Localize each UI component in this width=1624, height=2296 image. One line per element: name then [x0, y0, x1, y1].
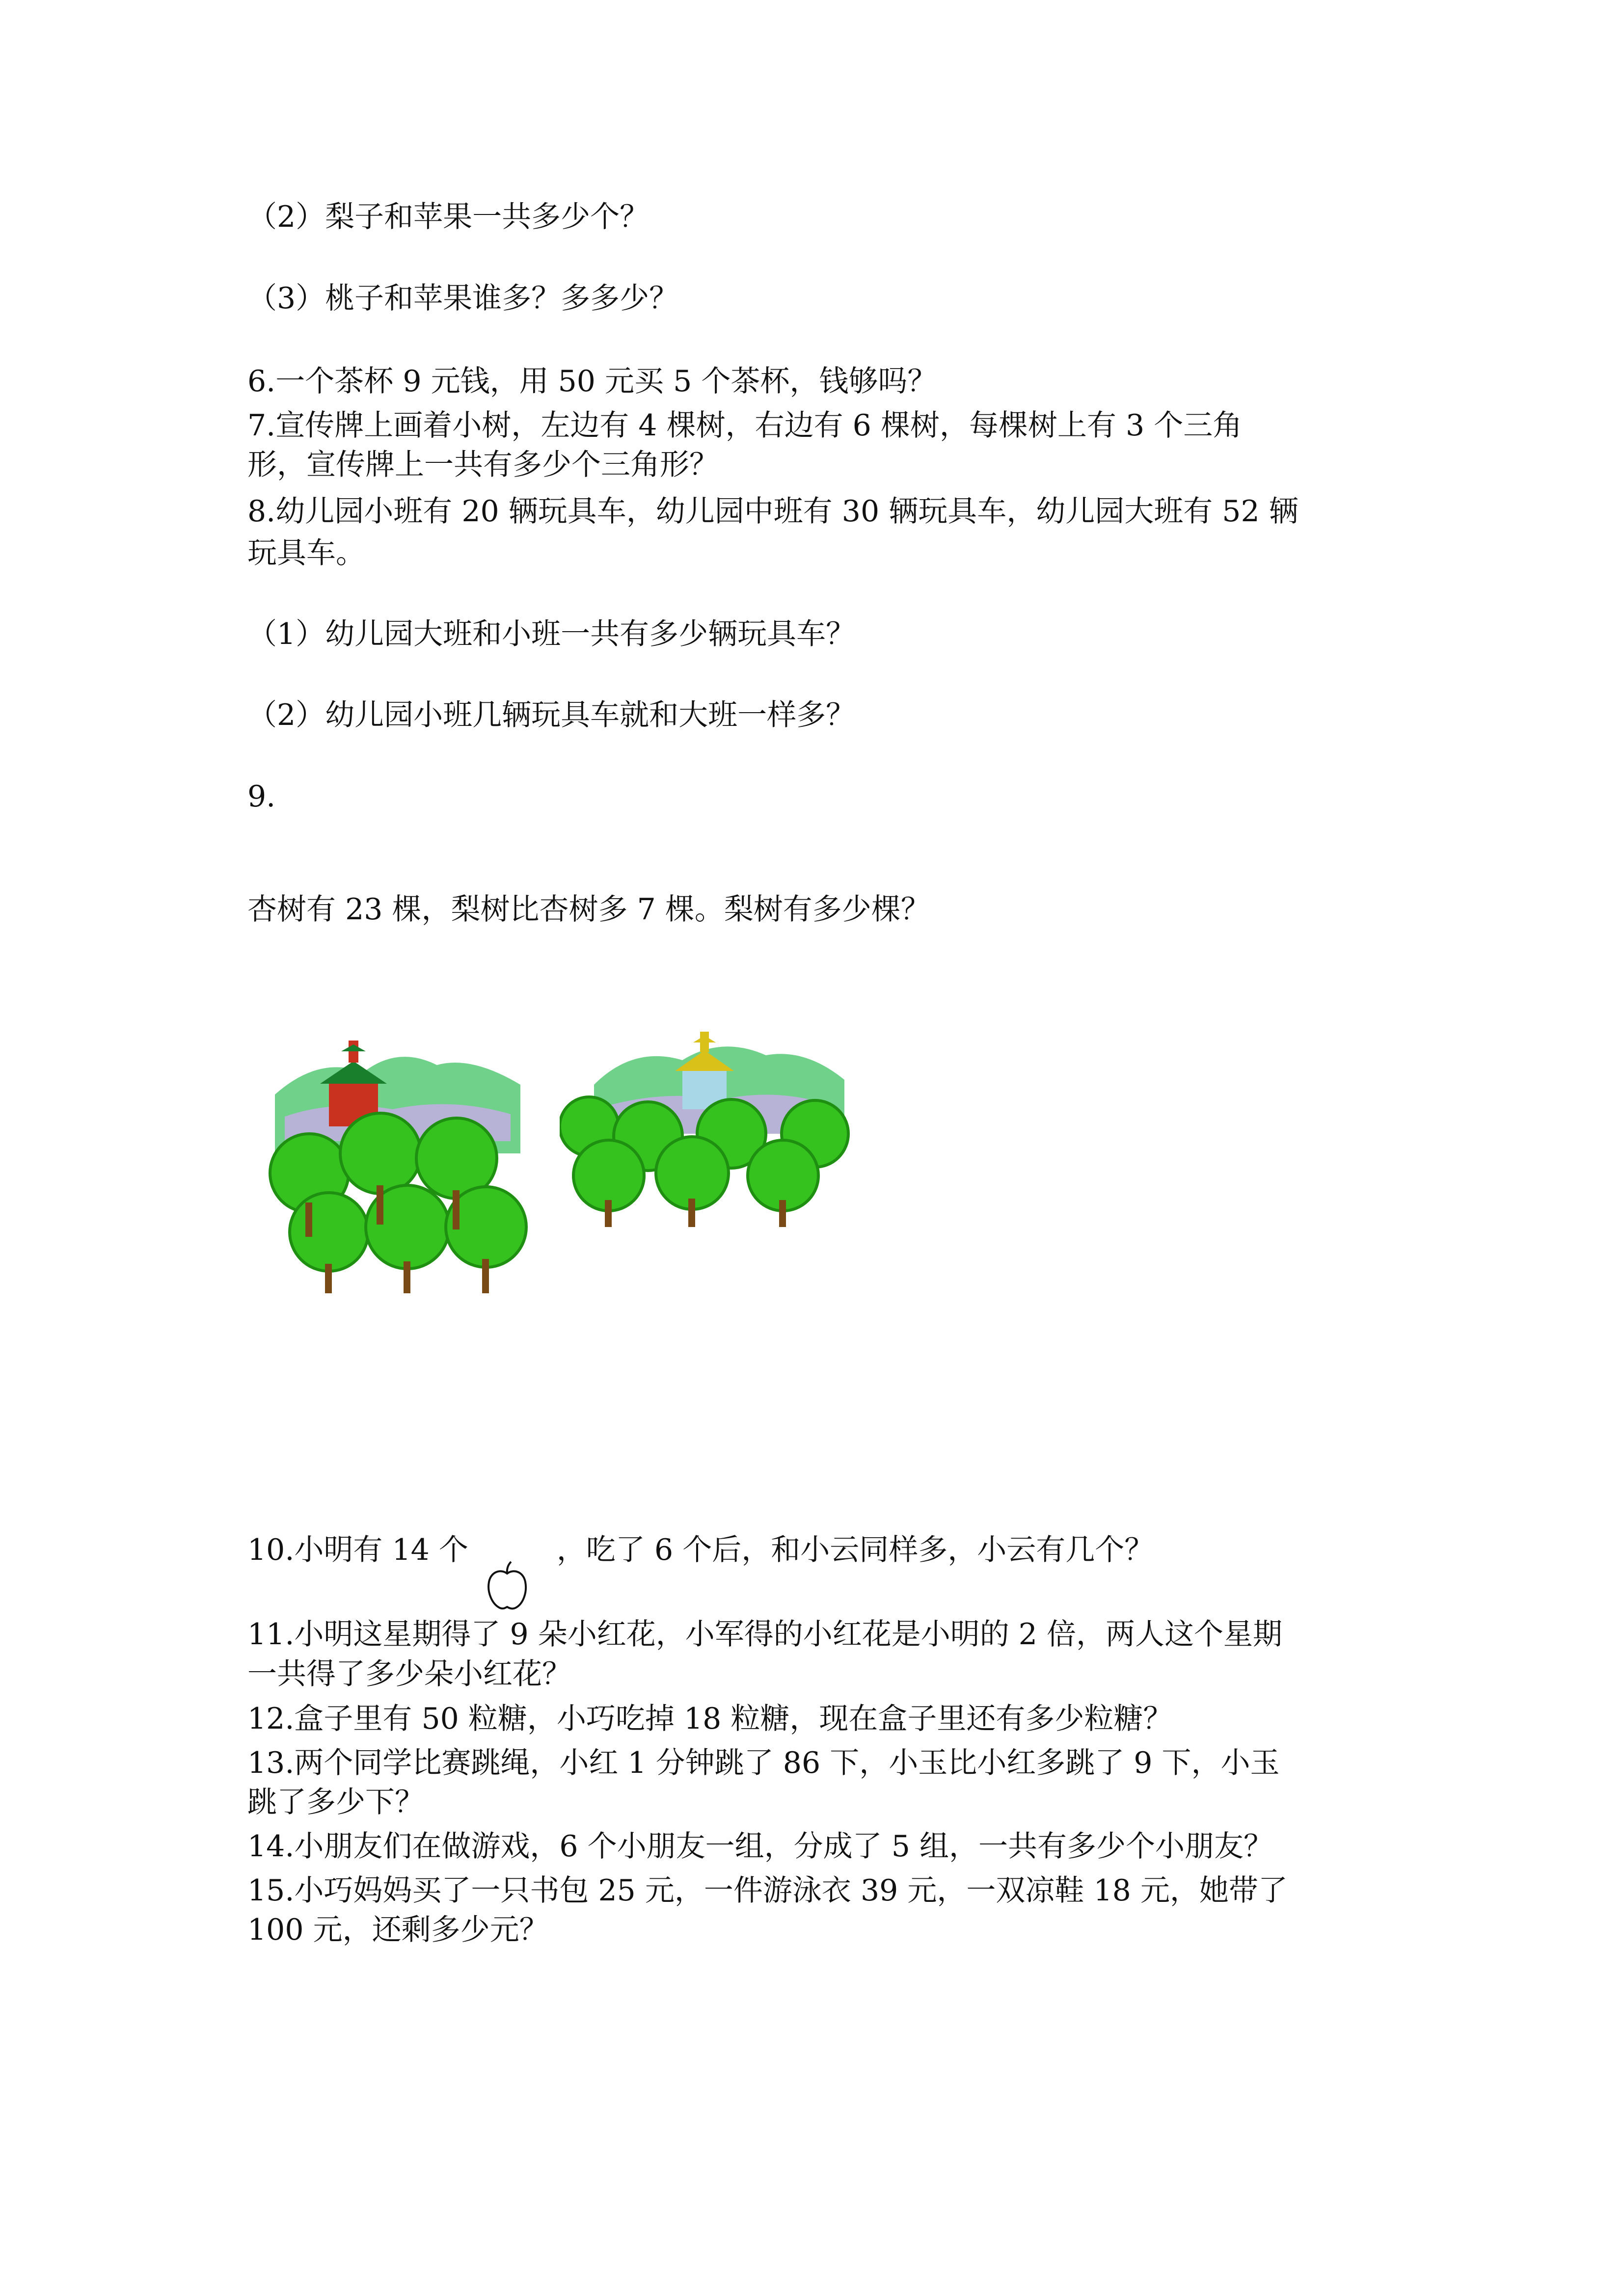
question-9-text: 杏树有 23 棵，梨树比杏树多 7 棵。梨树有多少棵？	[247, 892, 930, 927]
question-8-line-2: 玩具车。	[247, 536, 365, 570]
question-5-part-2: （2）梨子和苹果一共多少个？	[247, 200, 650, 234]
question-9-number: 9.	[247, 779, 276, 814]
question-14: 14.小朋友们在做游戏，6 个小朋友一组，分成了 5 组，一共有多少个小朋友？	[247, 1829, 1273, 1864]
question-13-line-2: 跳了多少下？	[247, 1785, 424, 1819]
question-15-line-2: 100 元，还剩多少元？	[247, 1913, 549, 1947]
question-7-line-1: 7.宣传牌上画着小树，左边有 4 棵树，右边有 6 棵树，每棵树上有 3 个三角	[247, 408, 1243, 443]
question-11-line-1: 11.小明这星期得了 9 朵小红花，小军得的小红花是小明的 2 倍，两人这个星期	[247, 1617, 1283, 1652]
question-7-line-2: 形，宣传牌上一共有多少个三角形？	[247, 448, 719, 482]
park-trees-icon	[265, 1026, 540, 1301]
question-13-line-1: 13.两个同学比赛跳绳，小红 1 分钟跳了 86 下，小玉比小红多跳了 9 下，小玉	[247, 1746, 1280, 1780]
question-10-start: 10.小明有 14 个	[247, 1533, 468, 1567]
question-8-line-1: 8.幼儿园小班有 20 辆玩具车，幼儿园中班有 30 辆玩具车，幼儿园大班有 52 辆	[247, 494, 1299, 529]
question-5-part-3: （3）桃子和苹果谁多？多多少？	[247, 281, 679, 316]
question-6: 6.一个茶杯 9 元钱，用 50 元买 5 个茶杯，钱够吗？	[247, 364, 937, 399]
question-12: 12.盒子里有 50 粒糖，小巧吃掉 18 粒糖，现在盒子里还有多少粒糖？	[247, 1702, 1173, 1736]
question-10	[247, 1528, 1154, 1572]
apple-icon	[480, 1560, 534, 1614]
question-8-part-2: （2）幼儿园小班几辆玩具车就和大班一样多？	[247, 698, 856, 732]
question-15-line-1: 15.小巧妈妈买了一只书包 25 元，一件游泳衣 39 元，一双凉鞋 18 元，她带了	[247, 1873, 1288, 1908]
question-10-end: ，吃了 6 个后，和小云同样多，小云有几个？	[556, 1533, 1154, 1567]
question-8-part-1: （1）幼儿园大班和小班一共有多少辆玩具车？	[247, 617, 856, 651]
park-trees-icon	[560, 1026, 854, 1232]
question-11-line-2: 一共得了多少朵小红花？	[247, 1657, 571, 1691]
